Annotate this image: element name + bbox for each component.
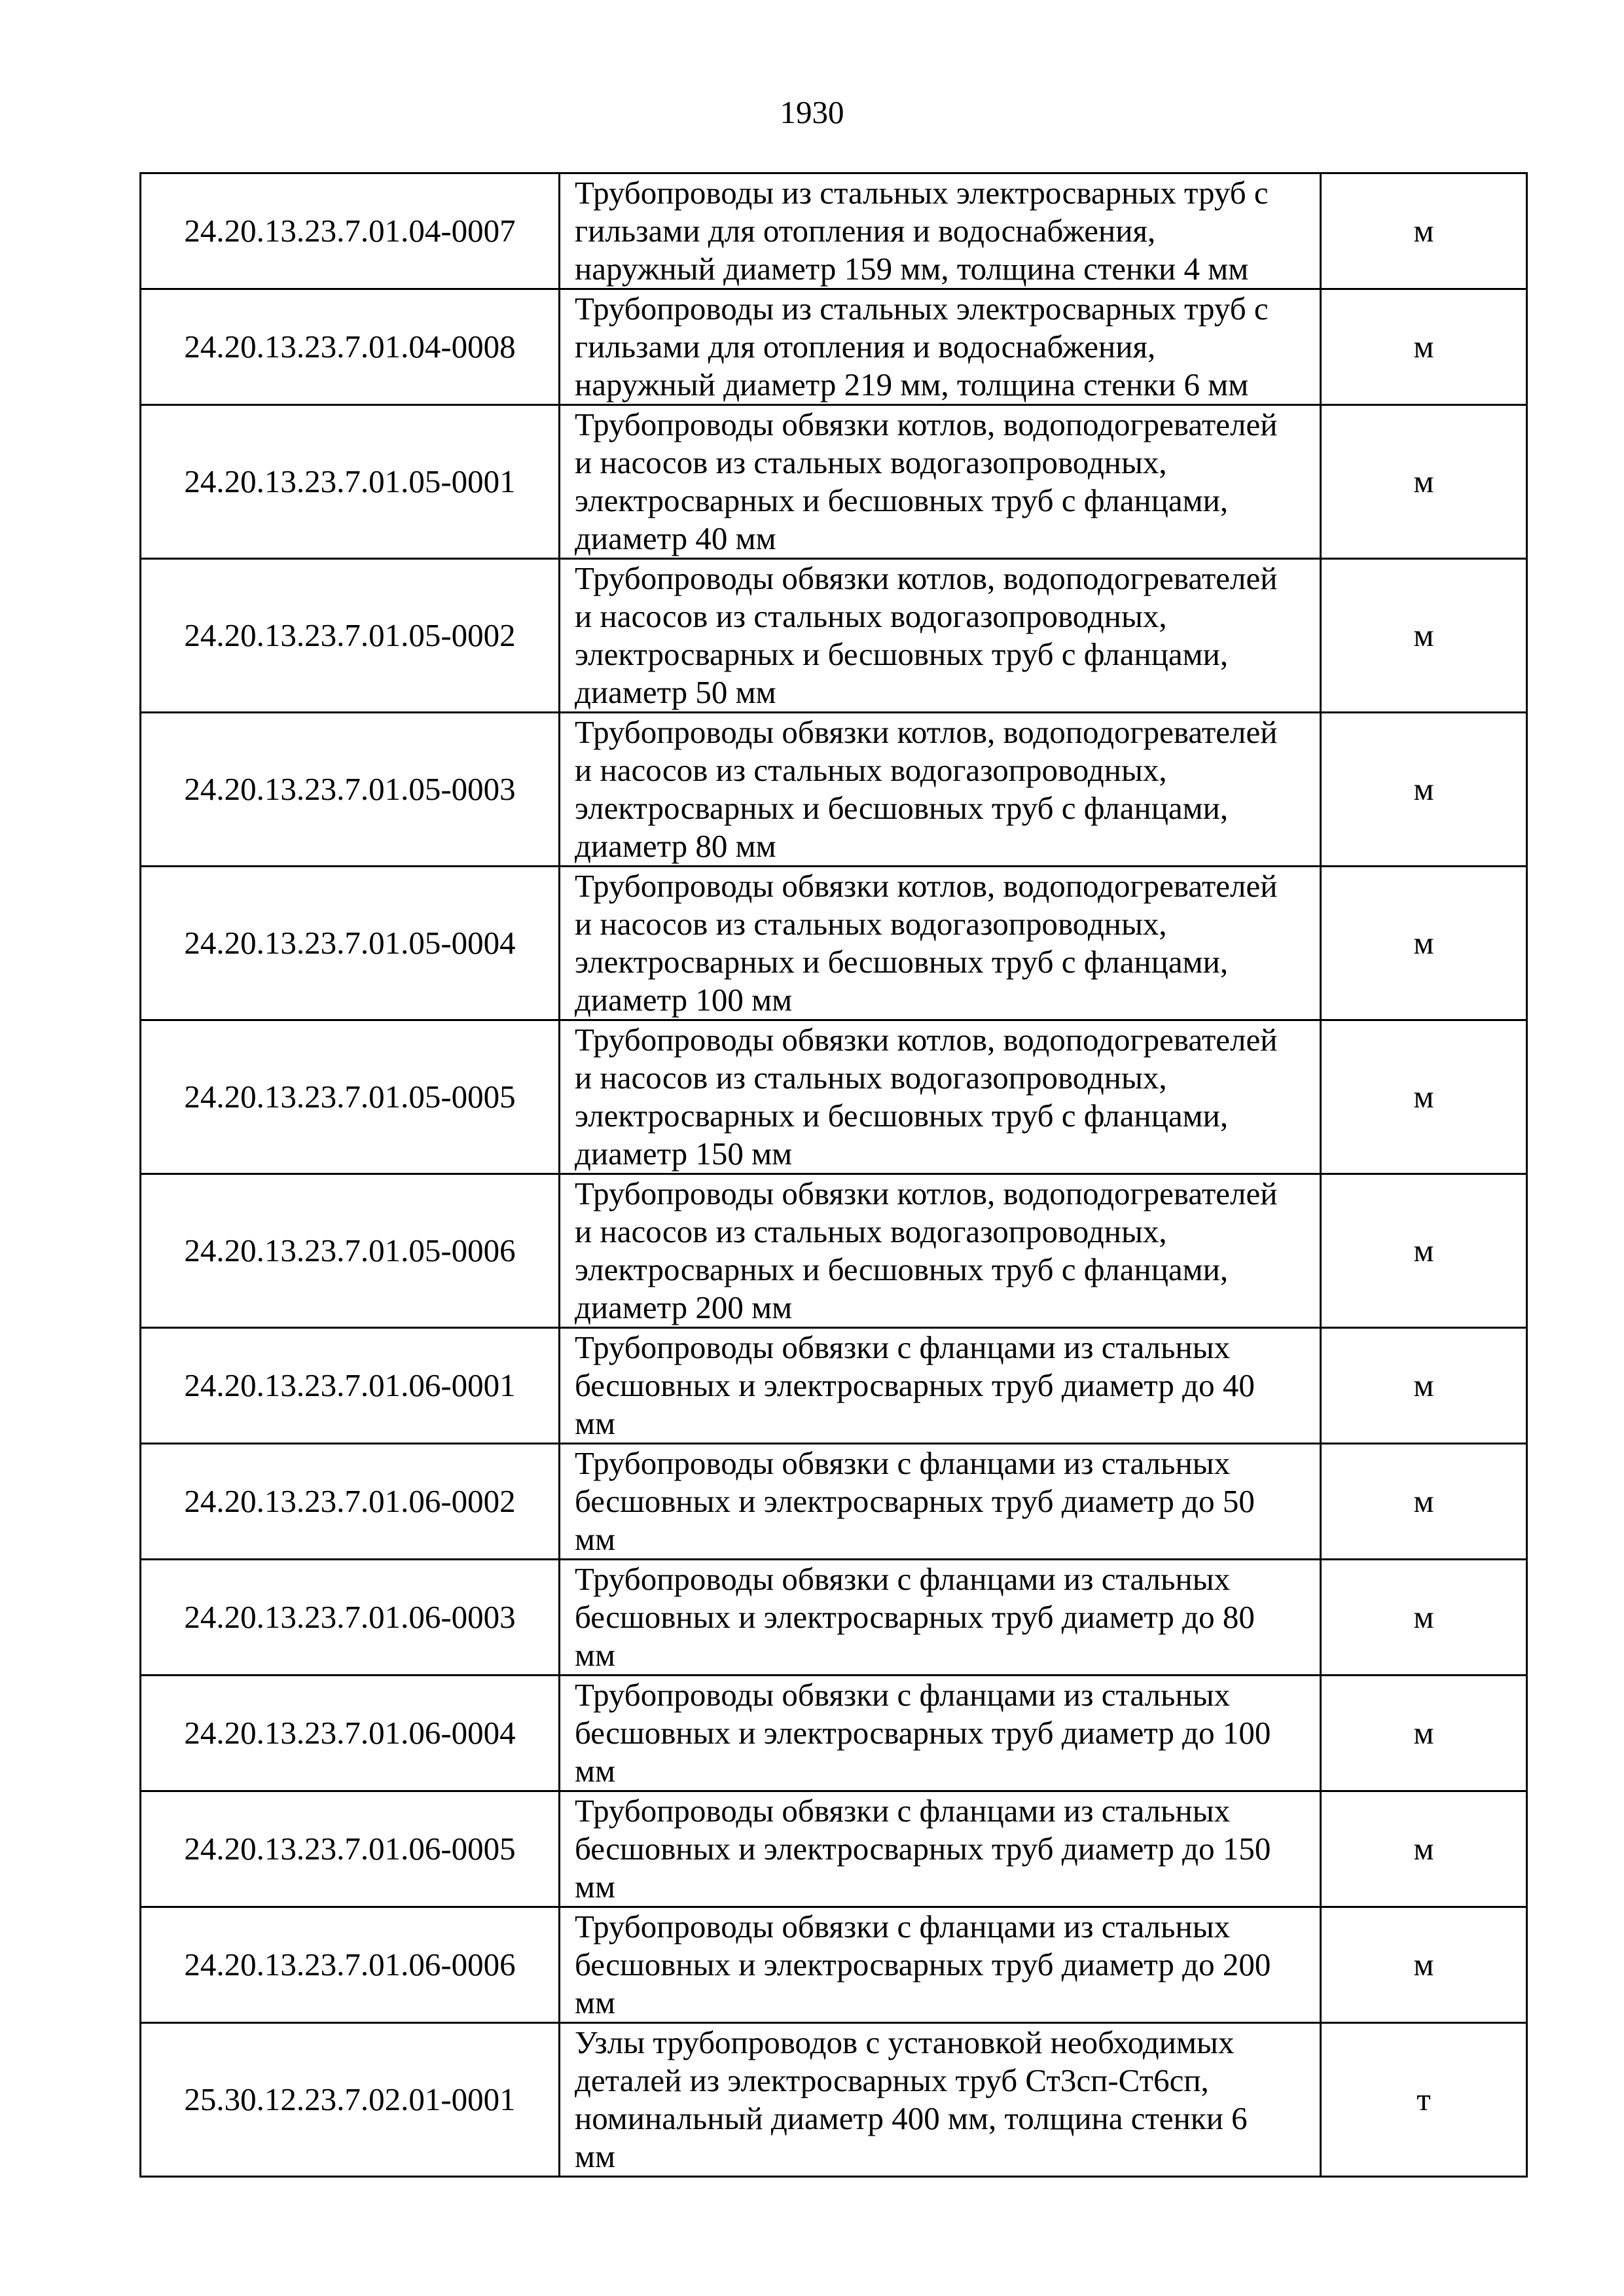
description-line: мм xyxy=(575,1405,616,1441)
description-line: Трубопроводы обвязки с фланцами из стальных xyxy=(575,1561,1231,1597)
resource-code: 24.20.13.23.7.01.06-0002 xyxy=(141,1444,560,1560)
table-row xyxy=(141,1174,1527,1328)
description-line: Трубопроводы обвязки котлов, водоподогревателей xyxy=(575,1175,1278,1211)
description-line: бесшовных и электросварных труб диаметр до 40 xyxy=(575,1367,1255,1403)
table-row xyxy=(141,173,1527,289)
resource-code: 24.20.13.23.7.01.04-0007 xyxy=(141,173,560,289)
description-line: мм xyxy=(575,1521,616,1557)
table-row xyxy=(141,1328,1527,1444)
description-line: Трубопроводы обвязки котлов, водоподогревателей xyxy=(575,714,1278,750)
description-line: и насосов из стальных водогазопроводных, xyxy=(575,1060,1167,1096)
resource-description xyxy=(560,1328,1321,1444)
table-row xyxy=(141,1020,1527,1174)
resource-code: 24.20.13.23.7.01.05-0005 xyxy=(141,1020,560,1174)
description-line: бесшовных и электросварных труб диаметр до 100 xyxy=(575,1715,1271,1751)
description-line: Трубопроводы обвязки котлов, водоподогревателей xyxy=(575,1022,1278,1058)
description-line: Трубопроводы обвязки с фланцами из стальных xyxy=(575,1909,1231,1945)
description-line: гильзами для отопления и водоснабжения, xyxy=(575,329,1156,365)
description-line: электросварных и бесшовных труб с фланцами, xyxy=(575,1098,1229,1134)
description-line: и насосов из стальных водогазопроводных, xyxy=(575,906,1167,942)
table-row xyxy=(141,867,1527,1020)
description-line: бесшовных и электросварных труб диаметр до 150 xyxy=(575,1831,1271,1867)
resource-code: 24.20.13.23.7.01.06-0006 xyxy=(141,1907,560,2023)
description-line: номинальный диаметр 400 мм, толщина стенки 6 xyxy=(575,2100,1248,2136)
resource-description xyxy=(560,1560,1321,1676)
unit-of-measure: м xyxy=(1321,405,1527,559)
description-line: Узлы трубопроводов с установкой необходимых xyxy=(575,2024,1235,2060)
resource-description xyxy=(560,713,1321,867)
description-line: Трубопроводы обвязки с фланцами из стальных xyxy=(575,1677,1231,1713)
resource-code: 24.20.13.23.7.01.06-0003 xyxy=(141,1560,560,1676)
table-row xyxy=(141,713,1527,867)
unit-of-measure: т xyxy=(1321,2023,1527,2177)
description-line: электросварных и бесшовных труб с фланцами, xyxy=(575,944,1229,980)
description-line: мм xyxy=(575,1637,616,1673)
resource-description xyxy=(560,405,1321,559)
unit-of-measure: м xyxy=(1321,559,1527,713)
description-line: Трубопроводы обвязки котлов, водоподогревателей xyxy=(575,560,1278,596)
unit-of-measure: м xyxy=(1321,1328,1527,1444)
unit-of-measure: м xyxy=(1321,1560,1527,1676)
table-row xyxy=(141,1444,1527,1560)
description-line: Трубопроводы обвязки с фланцами из стальных xyxy=(575,1793,1231,1829)
resource-code: 24.20.13.23.7.01.06-0005 xyxy=(141,1791,560,1907)
page-number: 1930 xyxy=(780,94,844,130)
table-row xyxy=(141,559,1527,713)
table-row xyxy=(141,1676,1527,1791)
description-line: и насосов из стальных водогазопроводных, xyxy=(575,1213,1167,1249)
resource-code: 25.30.12.23.7.02.01-0001 xyxy=(141,2023,560,2177)
unit-of-measure: м xyxy=(1321,1174,1527,1328)
unit-of-measure: м xyxy=(1321,1676,1527,1791)
resource-code: 24.20.13.23.7.01.05-0006 xyxy=(141,1174,560,1328)
resource-code: 24.20.13.23.7.01.05-0002 xyxy=(141,559,560,713)
unit-of-measure: м xyxy=(1321,1907,1527,2023)
table-row xyxy=(141,1791,1527,1907)
description-line: наружный диаметр 159 мм, толщина стенки 4 мм xyxy=(575,251,1249,287)
description-line: и насосов из стальных водогазопроводных, xyxy=(575,444,1167,480)
description-line: наружный диаметр 219 мм, толщина стенки 6 мм xyxy=(575,367,1249,403)
description-line: диаметр 40 мм xyxy=(575,520,776,556)
table-body xyxy=(141,173,1527,2177)
description-line: мм xyxy=(575,2138,616,2174)
table-row xyxy=(141,405,1527,559)
description-line: Трубопроводы из стальных электросварных труб с xyxy=(575,291,1269,327)
resource-description xyxy=(560,173,1321,289)
resource-code: 24.20.13.23.7.01.05-0004 xyxy=(141,867,560,1020)
description-line: бесшовных и электросварных труб диаметр до 50 xyxy=(575,1483,1255,1519)
description-line: электросварных и бесшовных труб с фланцами, xyxy=(575,790,1229,826)
resource-description xyxy=(560,1020,1321,1174)
unit-of-measure: м xyxy=(1321,867,1527,1020)
description-line: диаметр 100 мм xyxy=(575,982,793,1018)
resource-description xyxy=(560,2023,1321,2177)
resource-description xyxy=(560,1174,1321,1328)
description-line: гильзами для отопления и водоснабжения, xyxy=(575,213,1156,249)
description-line: диаметр 200 мм xyxy=(575,1289,793,1325)
description-line: электросварных и бесшовных труб с фланцами, xyxy=(575,482,1229,518)
unit-of-measure: м xyxy=(1321,1444,1527,1560)
table-row xyxy=(141,1907,1527,2023)
description-line: деталей из электросварных труб Ст3сп-Ст6сп, xyxy=(575,2062,1209,2098)
resource-description xyxy=(560,1907,1321,2023)
description-line: мм xyxy=(575,1984,616,2020)
resource-code: 24.20.13.23.7.01.06-0004 xyxy=(141,1676,560,1791)
description-line: Трубопроводы обвязки с фланцами из стальных xyxy=(575,1445,1231,1481)
description-line: Трубопроводы обвязки с фланцами из стальных xyxy=(575,1329,1231,1365)
resource-description xyxy=(560,1444,1321,1560)
description-line: и насосов из стальных водогазопроводных, xyxy=(575,752,1167,788)
description-line: диаметр 50 мм xyxy=(575,674,776,710)
unit-of-measure: м xyxy=(1321,289,1527,405)
resource-code: 24.20.13.23.7.01.05-0003 xyxy=(141,713,560,867)
description-line: Трубопроводы обвязки котлов, водоподогревателей xyxy=(575,406,1278,442)
resource-description xyxy=(560,867,1321,1020)
unit-of-measure: м xyxy=(1321,713,1527,867)
description-line: Трубопроводы обвязки котлов, водоподогревателей xyxy=(575,868,1278,904)
resource-description xyxy=(560,1791,1321,1907)
resource-table xyxy=(139,172,1528,2178)
description-line: электросварных и бесшовных труб с фланцами, xyxy=(575,1251,1229,1287)
unit-of-measure: м xyxy=(1321,173,1527,289)
description-line: бесшовных и электросварных труб диаметр до 200 xyxy=(575,1946,1271,1982)
description-line: Трубопроводы из стальных электросварных труб с xyxy=(575,175,1269,211)
description-line: мм xyxy=(575,1753,616,1789)
description-line: диаметр 150 мм xyxy=(575,1136,793,1172)
resource-description xyxy=(560,559,1321,713)
description-line: диаметр 80 мм xyxy=(575,828,776,864)
table-row xyxy=(141,289,1527,405)
table-row xyxy=(141,1560,1527,1676)
description-line: бесшовных и электросварных труб диаметр до 80 xyxy=(575,1599,1255,1635)
description-line: мм xyxy=(575,1869,616,1905)
resource-code: 24.20.13.23.7.01.05-0001 xyxy=(141,405,560,559)
resource-code: 24.20.13.23.7.01.06-0001 xyxy=(141,1328,560,1444)
resource-description xyxy=(560,1676,1321,1791)
unit-of-measure: м xyxy=(1321,1791,1527,1907)
unit-of-measure: м xyxy=(1321,1020,1527,1174)
description-line: электросварных и бесшовных труб с фланцами, xyxy=(575,636,1229,672)
resource-code: 24.20.13.23.7.01.04-0008 xyxy=(141,289,560,405)
description-line: и насосов из стальных водогазопроводных, xyxy=(575,598,1167,634)
table-row xyxy=(141,2023,1527,2177)
resource-description xyxy=(560,289,1321,405)
